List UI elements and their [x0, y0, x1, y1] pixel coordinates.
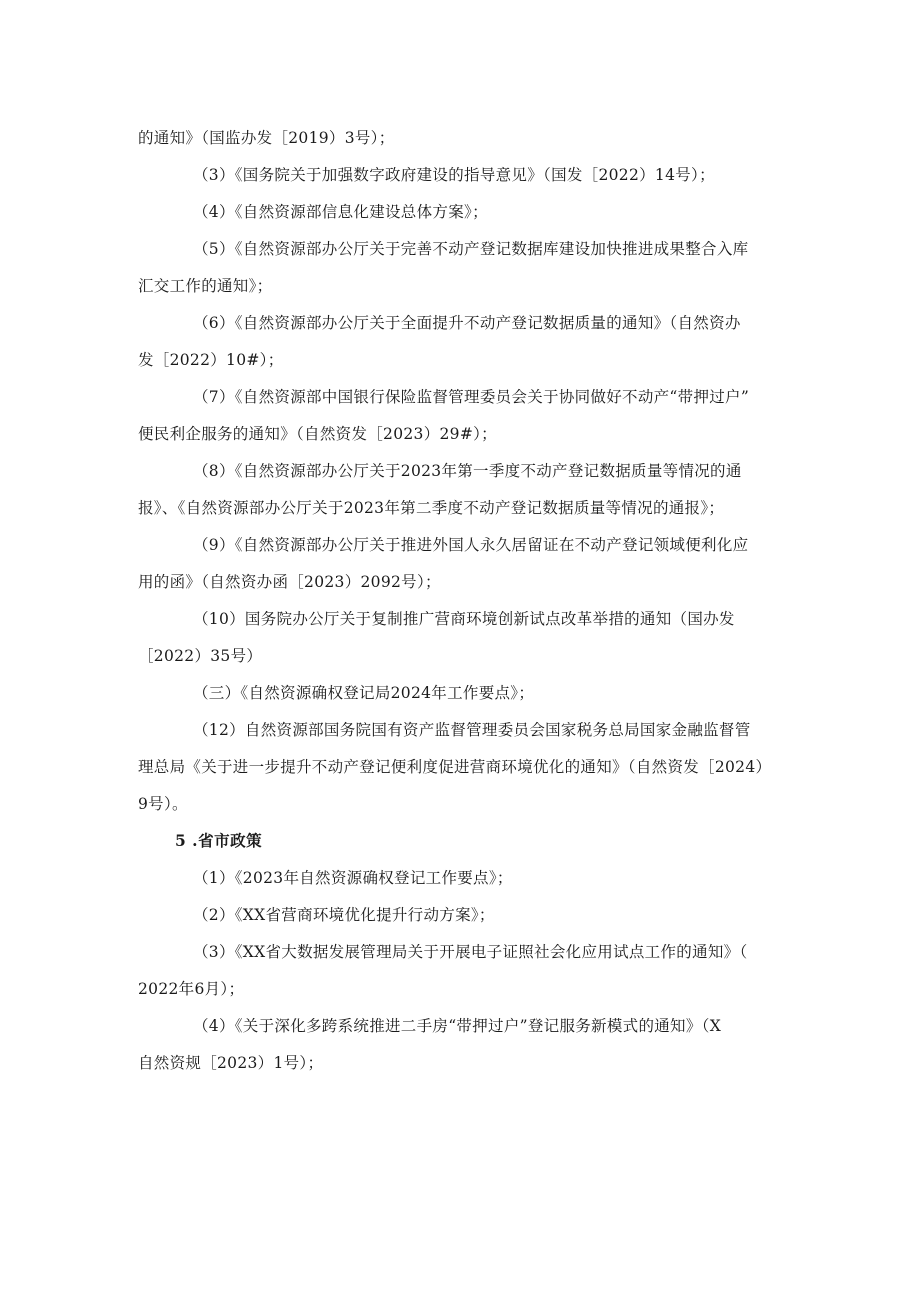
text-line: 便民利企服务的通知》（自然资发［2023）29#）；	[138, 425, 497, 443]
text-line: （4）《关于深化多跨系统推进二手房“带押过户”登记服务新模式的通知》（X	[193, 1017, 722, 1035]
text-line: （10）国务院办公厅关于复制推广营商环境创新试点改革举措的通知（国办发	[193, 610, 735, 628]
text-line: 2022年6月）；	[138, 980, 245, 998]
text-line: 汇交工作的通知》；	[138, 277, 273, 295]
text-line: 的通知》（国监办发［2019）3号）；	[138, 129, 395, 147]
text-line: （3）《XX省大数据发展管理局关于开展电子证照社会化应用试点工作的通知》（	[193, 943, 748, 961]
text-line: （5）《自然资源部办公厅关于完善不动产登记数据库建设加快推进成果整合入库	[193, 240, 749, 258]
text-line: （6）《自然资源部办公厅关于全面提升不动产登记数据质量的通知》（自然资办	[193, 314, 741, 332]
text-line: 自然资规［2023）1号）；	[138, 1054, 324, 1072]
text-line: （2）《XX省营商环境优化提升行动方案》；	[193, 906, 495, 924]
text-line: （9）《自然资源部办公厅关于推进外国人永久居留证在不动产登记领域便利化应	[193, 536, 749, 554]
section-heading: 5 .省市政策	[175, 831, 263, 850]
text-line: ［2022）35号）	[138, 647, 263, 665]
text-line: 9号）。	[138, 795, 188, 813]
text-line: （1）《2023年自然资源确权登记工作要点》；	[193, 869, 513, 887]
text-line: （8）《自然资源部办公厅关于2023年第一季度不动产登记数据质量等情况的通	[193, 462, 742, 480]
text-line: 发［2022）10#）；	[138, 351, 284, 369]
text-line: 理总局《关于进一步提升不动产登记便利度促进营商环境优化的通知》（自然资发［2024）	[138, 758, 772, 776]
text-line: （3）《国务院关于加强数字政府建设的指导意见》（国发［2022）14号）；	[193, 166, 715, 184]
text-line: 报》、《自然资源部办公厅关于2023年第二季度不动产登记数据质量等情况的通报》；	[138, 499, 725, 517]
text-line: （三）《自然资源确权登记局2024年工作要点》；	[193, 684, 535, 702]
text-line: 用的函》（自然资办函［2023）2092号）；	[138, 573, 441, 591]
text-line: （7）《自然资源部中国银行保险监督管理委员会关于协同做好不动产“带押过户”	[193, 388, 750, 406]
text-line: （4）《自然资源部信息化建设总体方案》；	[193, 203, 488, 221]
text-line: （12）自然资源部国务院国有资产监督管理委员会国家税务总局国家金融监督管	[193, 721, 751, 739]
